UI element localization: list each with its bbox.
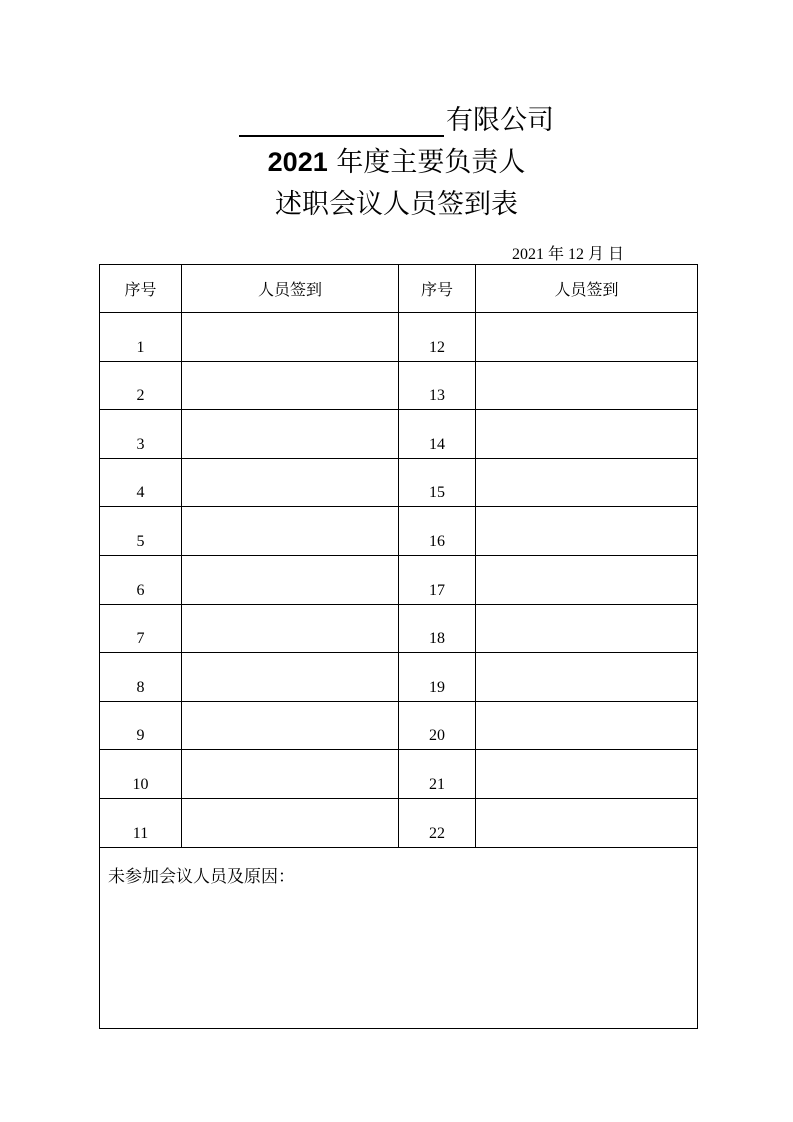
page-title: 述职会议人员签到表 (275, 189, 518, 220)
absent-notes-label: 未参加会议人员及原因： (108, 866, 295, 887)
table-header-row (100, 265, 698, 313)
signature-cell-left[interactable] (182, 653, 399, 702)
row-number-left: 1 (100, 313, 182, 362)
row-number-right: 16 (399, 507, 476, 556)
sign-date: 2021 年 12 月 日 (512, 246, 625, 263)
row-number-left: 5 (100, 507, 182, 556)
row-number-left: 4 (100, 458, 182, 507)
table-row (100, 555, 698, 604)
table-row (100, 701, 698, 750)
signature-cell-left[interactable] (182, 555, 399, 604)
row-number-right: 20 (399, 701, 476, 750)
signature-cell-right[interactable] (476, 653, 698, 702)
table-row (100, 750, 698, 799)
absent-notes-box[interactable] (100, 847, 698, 1028)
signature-cell-right[interactable] (476, 750, 698, 799)
signature-cell-right[interactable] (476, 361, 698, 410)
signature-cell-left[interactable] (182, 604, 399, 653)
sign-in-table (99, 264, 698, 1029)
row-number-left: 8 (100, 653, 182, 702)
signature-cell-right[interactable] (476, 313, 698, 362)
row-number-right: 12 (399, 313, 476, 362)
table-row (100, 361, 698, 410)
table-row (100, 313, 698, 362)
signature-cell-left[interactable] (182, 361, 399, 410)
table-row (100, 798, 698, 847)
signature-cell-left[interactable] (182, 410, 399, 459)
title-line-2 (0, 140, 793, 179)
signature-cell-right[interactable] (476, 701, 698, 750)
signature-cell-right[interactable] (476, 555, 698, 604)
title-year: 2021 (267, 147, 328, 177)
row-number-right: 21 (399, 750, 476, 799)
table-row (100, 653, 698, 702)
title-line2-text: 年度主要负责人 (327, 147, 526, 178)
row-number-left: 10 (100, 750, 182, 799)
signature-cell-left[interactable] (182, 313, 399, 362)
row-number-left: 2 (100, 361, 182, 410)
row-number-left: 6 (100, 555, 182, 604)
header-no-right: 序号 (399, 265, 476, 313)
row-number-right: 19 (399, 653, 476, 702)
signature-cell-right[interactable] (476, 507, 698, 556)
signature-cell-right[interactable] (476, 410, 698, 459)
header-sign-left: 人员签到 (182, 265, 399, 313)
signature-cell-right[interactable] (476, 798, 698, 847)
table-row (100, 410, 698, 459)
company-name-blank[interactable] (239, 109, 444, 137)
signature-cell-left[interactable] (182, 701, 399, 750)
table-row (100, 604, 698, 653)
company-suffix: 有限公司 (446, 105, 554, 136)
row-number-right: 15 (399, 458, 476, 507)
table-row (100, 507, 698, 556)
header-no-left: 序号 (100, 265, 182, 313)
signature-cell-left[interactable] (182, 798, 399, 847)
header-sign-right: 人员签到 (476, 265, 698, 313)
row-number-right: 17 (399, 555, 476, 604)
row-number-right: 14 (399, 410, 476, 459)
row-number-left: 7 (100, 604, 182, 653)
signature-cell-right[interactable] (476, 604, 698, 653)
row-number-right: 18 (399, 604, 476, 653)
row-number-left: 9 (100, 701, 182, 750)
row-number-left: 3 (100, 410, 182, 459)
row-number-right: 22 (399, 798, 476, 847)
table-row (100, 458, 698, 507)
company-name-line (0, 98, 793, 137)
signature-cell-right[interactable] (476, 458, 698, 507)
signature-cell-left[interactable] (182, 750, 399, 799)
signature-cell-left[interactable] (182, 458, 399, 507)
row-number-right: 13 (399, 361, 476, 410)
row-number-left: 11 (100, 798, 182, 847)
signature-cell-left[interactable] (182, 507, 399, 556)
